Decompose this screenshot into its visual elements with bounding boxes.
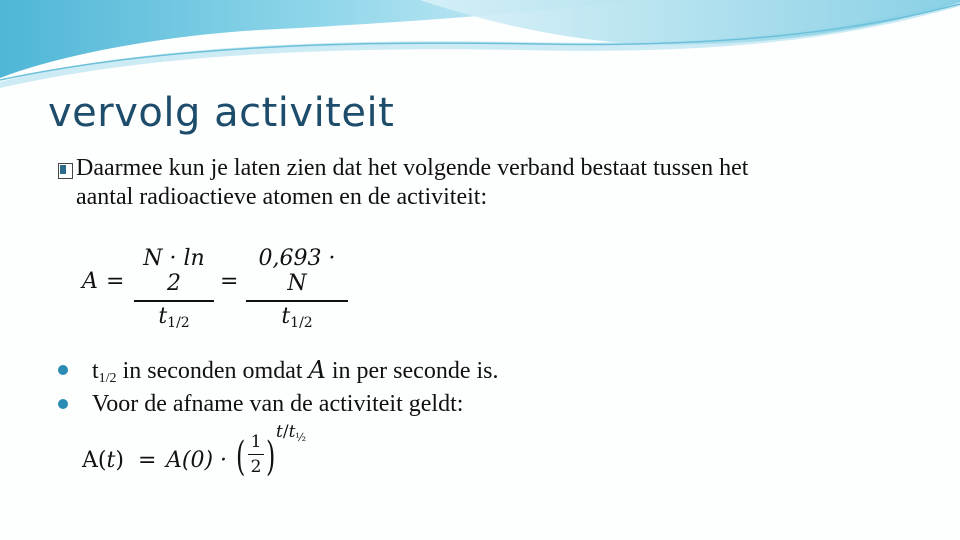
right-paren: )	[266, 434, 276, 480]
intro-line-1: Daarmee kun je laten zien dat het volgende verband bestaat tussen het	[76, 155, 749, 181]
formula-equals-2: =	[220, 269, 239, 294]
intro-paragraph	[76, 154, 896, 212]
bullet-dot-icon	[58, 399, 68, 409]
fraction-0693-n	[246, 246, 348, 331]
fraction-numerator: 0,693 · N	[258, 246, 336, 296]
fraction-one-half: 1 2	[248, 432, 264, 477]
slide-title: vervolg activiteit	[48, 90, 395, 136]
checkbox-bullet-icon	[58, 163, 73, 179]
formula-equals: =	[106, 269, 125, 294]
decay-equals: =	[138, 448, 157, 473]
bullet-dot-icon	[58, 365, 68, 375]
decay-lhs: A(t)	[82, 448, 124, 473]
intro-line-2: aantal radioactieve atomen en de activiteit:	[76, 184, 488, 210]
formula-lhs: A	[82, 269, 98, 294]
fraction-denominator: $t_{1/2}$	[158, 303, 190, 331]
decay-rhs: A(0) ·	[166, 448, 228, 473]
bullet-text-half-life-seconds: $t_{1/2}$ in seconden omdat A in per seconde is.	[92, 356, 499, 386]
left-paren: (	[236, 434, 246, 480]
header-wave-decoration	[0, 0, 960, 90]
fraction-numerator: N · ln 2	[143, 246, 205, 296]
fraction-denominator: $t_{1/2}$	[281, 303, 313, 331]
fraction-n-ln2	[134, 246, 214, 331]
bullet-text-decay: Voor de afname van de activiteit geldt:	[92, 391, 464, 417]
exponent: $t/t_{\frac{1}{2}}$	[276, 422, 307, 444]
